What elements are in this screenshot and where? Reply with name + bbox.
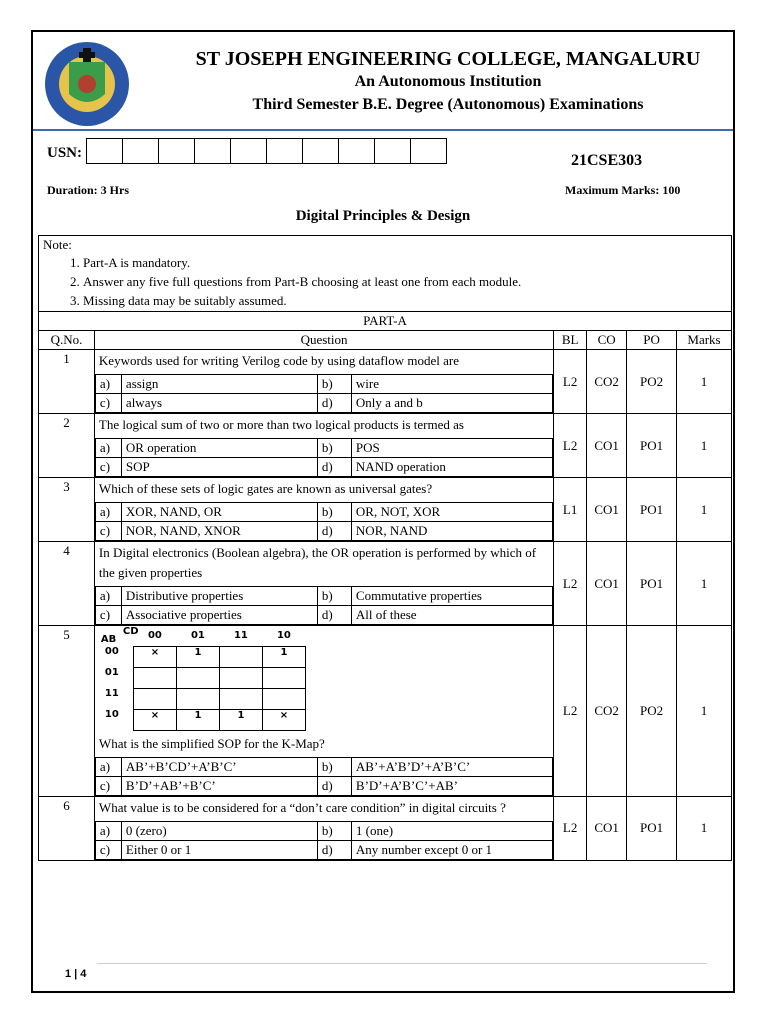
kmap-col-label: 01 [190, 630, 205, 641]
course-outcome: CO1 [587, 542, 627, 626]
bloom-level: L2 [554, 796, 587, 860]
options-table [95, 821, 553, 860]
duration: Duration: 3 Hrs [47, 183, 129, 197]
kmap-cell [262, 667, 305, 688]
question-row [39, 626, 732, 797]
option-letter: d) [317, 522, 351, 541]
options-table [95, 438, 553, 477]
option-letter: b) [317, 439, 351, 458]
course-code: 21CSE303 [571, 152, 643, 169]
marks: 1 [677, 350, 732, 414]
marks: 1 [677, 414, 732, 478]
options-table [95, 586, 553, 625]
question-cell [94, 414, 553, 478]
question-number: 4 [39, 542, 95, 626]
kmap-row-label: 10 [104, 709, 119, 720]
option-text: assign [121, 375, 317, 394]
usn-boxes [87, 138, 447, 164]
program-outcome: PO1 [627, 542, 677, 626]
usn-digit-box[interactable] [374, 138, 411, 164]
option-text: wire [351, 375, 552, 394]
col-bl: BL [554, 331, 587, 350]
note-item: 1. Part-A is mandatory. [83, 253, 727, 272]
option-text: Either 0 or 1 [121, 840, 317, 859]
note-item: 2. Answer any five full questions from Part-B choosing at least one from each module. [83, 272, 727, 291]
option-text: AB’+B’CD’+A’B’C’ [121, 757, 317, 776]
kmap-cell [176, 688, 219, 709]
bloom-level: L1 [554, 478, 587, 542]
option-letter: c) [95, 606, 121, 625]
kmap-cell [176, 667, 219, 688]
option-text: Distributive properties [121, 587, 317, 606]
kmap-row-label: 11 [104, 688, 119, 699]
options-table [95, 502, 553, 541]
option-text: NOR, NAND, XNOR [121, 522, 317, 541]
option-letter: a) [95, 821, 121, 840]
option-letter: d) [317, 840, 351, 859]
page-frame [31, 30, 735, 993]
note-item: 3. Missing data may be suitably assumed. [83, 291, 727, 310]
option-text: XOR, NAND, OR [121, 503, 317, 522]
question-number: 6 [39, 796, 95, 860]
program-outcome: PO2 [627, 626, 677, 797]
footer-divider [97, 963, 707, 964]
kmap-cell: × [262, 709, 305, 730]
kmap-cell [219, 667, 262, 688]
question-cell [94, 350, 553, 414]
option-text: 1 (one) [351, 821, 552, 840]
kmap-col-label: 00 [147, 630, 162, 641]
bloom-level: L2 [554, 350, 587, 414]
question-cell [94, 626, 553, 797]
option-letter: b) [317, 587, 351, 606]
marks: 1 [677, 542, 732, 626]
col-question: Question [94, 331, 553, 350]
course-outcome: CO1 [587, 478, 627, 542]
kmap-cell [219, 688, 262, 709]
bloom-level: L2 [554, 626, 587, 797]
marks: 1 [677, 626, 732, 797]
usn-digit-box[interactable] [338, 138, 375, 164]
course-outcome: CO1 [587, 796, 627, 860]
option-letter: b) [317, 375, 351, 394]
note-title: Note: [43, 237, 72, 252]
question-text: What is the simplified SOP for the K-Map? [98, 735, 325, 751]
notes [39, 236, 732, 312]
option-letter: a) [95, 503, 121, 522]
kmap-cell: 1 [262, 646, 305, 667]
option-text: All of these [351, 606, 552, 625]
program-outcome: PO1 [627, 478, 677, 542]
course-outcome: CO2 [587, 350, 627, 414]
program-outcome: PO1 [627, 414, 677, 478]
program-outcome: PO1 [627, 796, 677, 860]
marks: 1 [677, 796, 732, 860]
option-letter: a) [95, 757, 121, 776]
kmap-cell [262, 688, 305, 709]
option-letter: c) [95, 394, 121, 413]
question-text: Keywords used for writing Verilog code by using dataflow model are [98, 353, 459, 368]
kmap-col-label: 11 [233, 630, 248, 641]
kmap-cell: × [133, 709, 176, 730]
question-row [39, 796, 732, 860]
usn-digit-box[interactable] [194, 138, 231, 164]
question-text: The logical sum of two or more than two logical products is termed as [98, 417, 464, 432]
question-row [39, 542, 732, 626]
question-number: 5 [39, 626, 95, 797]
question-number: 2 [39, 414, 95, 478]
kmap-corner-left: AB [100, 634, 117, 645]
col-marks: Marks [677, 331, 732, 350]
usn-digit-box[interactable] [302, 138, 339, 164]
option-text: SOP [121, 458, 317, 477]
usn-digit-box[interactable] [86, 138, 123, 164]
kmap-cell: 1 [219, 709, 262, 730]
option-text: B’D’+A’B’C’+AB’ [351, 776, 552, 795]
kmap-col-label: 10 [276, 630, 291, 641]
marks: 1 [677, 478, 732, 542]
kmap [100, 626, 553, 731]
subject-title: Digital Principles & Design [295, 208, 471, 224]
kmap-corner-top: CD [122, 626, 139, 637]
kmap-row-label: 01 [104, 667, 119, 678]
usn-digit-box[interactable] [122, 138, 159, 164]
kmap-row-label: 00 [104, 646, 119, 657]
col-po: PO [627, 331, 677, 350]
kmap-cell [219, 646, 262, 667]
usn-digit-box[interactable] [158, 138, 195, 164]
options-table [95, 757, 553, 796]
usn-digit-box[interactable] [266, 138, 303, 164]
kmap-cell [133, 667, 176, 688]
option-text: Any number except 0 or 1 [351, 840, 552, 859]
option-letter: c) [95, 840, 121, 859]
column-header-row [39, 331, 732, 350]
question-number: 3 [39, 478, 95, 542]
option-letter: c) [95, 522, 121, 541]
question-row [39, 414, 732, 478]
option-letter: a) [95, 439, 121, 458]
college-name: ST JOSEPH ENGINEERING COLLEGE, MANGALURU [195, 48, 701, 70]
option-text: NAND operation [351, 458, 552, 477]
usn-label: USN: [47, 145, 83, 161]
col-qno: Q.No. [39, 331, 95, 350]
usn-digit-box[interactable] [410, 138, 447, 164]
program-outcome: PO2 [627, 350, 677, 414]
question-row [39, 478, 732, 542]
option-letter: d) [317, 458, 351, 477]
question-text: Which of these sets of logic gates are known as universal gates? [98, 481, 433, 496]
question-number: 1 [39, 350, 95, 414]
question-row [39, 350, 732, 414]
course-outcome: CO2 [587, 626, 627, 797]
option-letter: b) [317, 503, 351, 522]
institution-type: An Autonomous Institution [354, 73, 542, 90]
question-table [38, 235, 732, 861]
exam-title: Third Semester B.E. Degree (Autonomous) Examinations [252, 96, 644, 113]
options-table [95, 374, 553, 413]
option-letter: a) [95, 587, 121, 606]
question-cell [94, 542, 553, 626]
option-letter: c) [95, 458, 121, 477]
option-letter: b) [317, 821, 351, 840]
bloom-level: L2 [554, 414, 587, 478]
header-divider [33, 129, 733, 131]
question-text: In Digital electronics (Boolean algebra), the OR operation is performed by which of the given properties [98, 545, 537, 580]
option-text: OR operation [121, 439, 317, 458]
option-text: AB’+A’B’D’+A’B’C’ [351, 757, 552, 776]
kmap-cell: × [133, 646, 176, 667]
option-text: always [121, 394, 317, 413]
bloom-level: L2 [554, 542, 587, 626]
option-letter: d) [317, 776, 351, 795]
option-text: B’D’+AB’+B’C’ [121, 776, 317, 795]
option-text: Associative properties [121, 606, 317, 625]
part-heading: PART-A [39, 312, 732, 331]
option-text: POS [351, 439, 552, 458]
course-outcome: CO1 [587, 414, 627, 478]
question-text: What value is to be considered for a “don’t care condition” in digital circuits ? [98, 799, 506, 815]
kmap-cell [133, 688, 176, 709]
kmap-cell: 1 [176, 646, 219, 667]
option-text: Commutative properties [351, 587, 552, 606]
usn-digit-box[interactable] [230, 138, 267, 164]
question-cell [94, 478, 553, 542]
option-letter: c) [95, 776, 121, 795]
option-letter: a) [95, 375, 121, 394]
page-number: 1 | 4 [65, 968, 87, 980]
question-cell [94, 796, 553, 860]
col-co: CO [587, 331, 627, 350]
maximum-marks: Maximum Marks: 100 [565, 183, 681, 197]
option-text: NOR, NAND [351, 522, 552, 541]
option-text: Only a and b [351, 394, 552, 413]
option-text: OR, NOT, XOR [351, 503, 552, 522]
option-letter: d) [317, 606, 351, 625]
option-text: 0 (zero) [121, 821, 317, 840]
option-letter: b) [317, 757, 351, 776]
kmap-cell: 1 [176, 709, 219, 730]
option-letter: d) [317, 394, 351, 413]
